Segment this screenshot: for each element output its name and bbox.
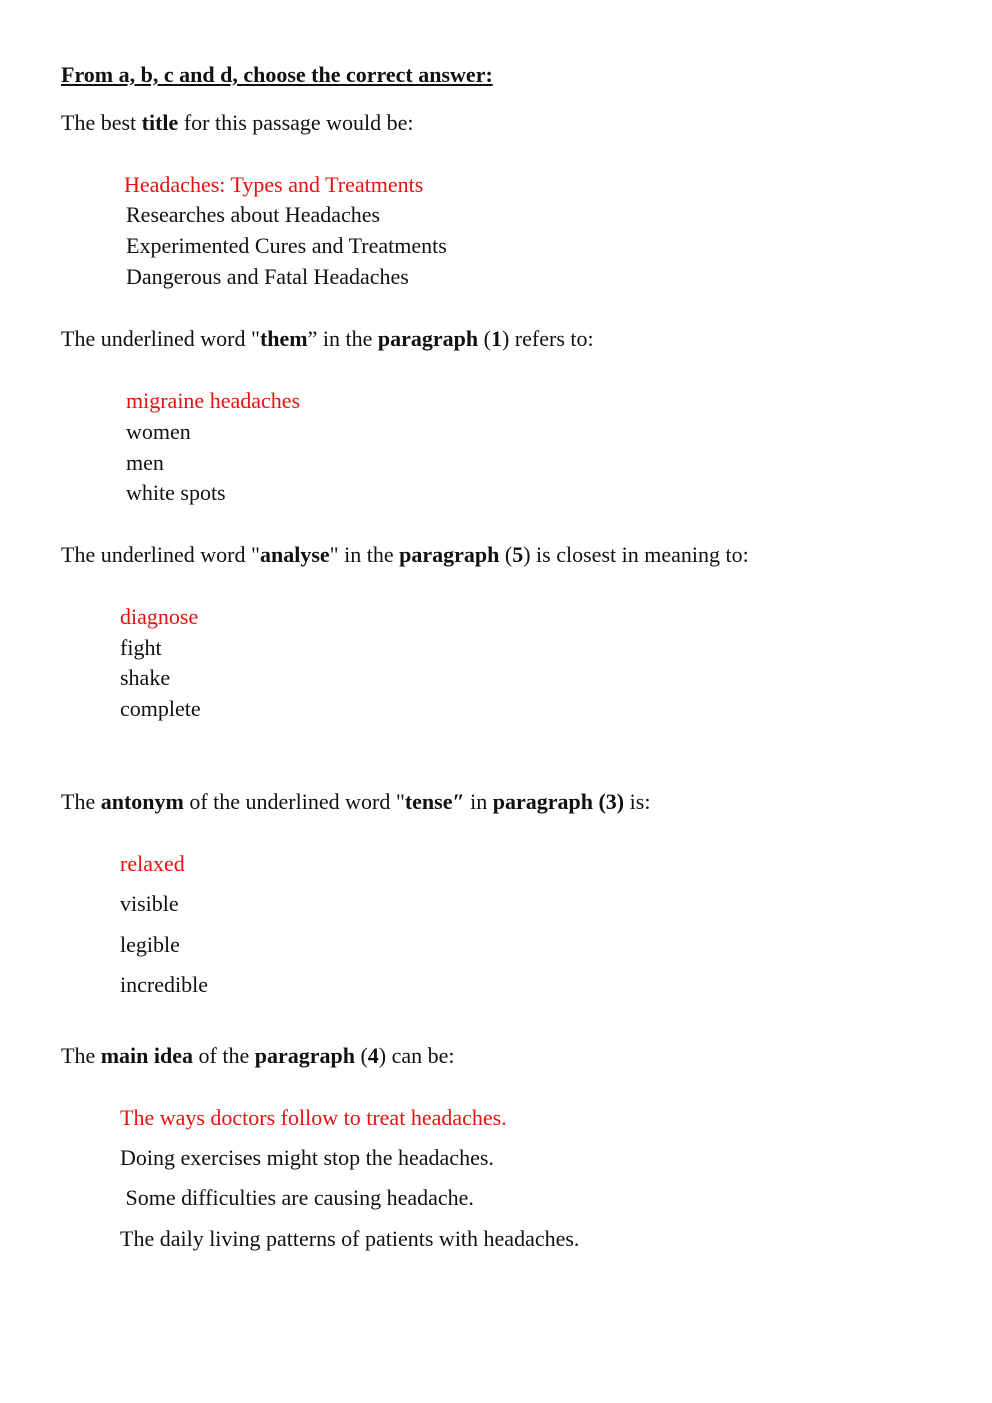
stem-text: ( [499, 542, 513, 567]
answer-option-q2: men [126, 450, 164, 475]
stem-text: " in the [329, 542, 400, 567]
answer-option-q4: legible [120, 932, 180, 957]
stem-keyword: main idea [100, 1043, 193, 1068]
stem-text: The [61, 789, 101, 814]
stem-text: ) is closest in meaning to: [523, 542, 749, 567]
stem-keyword: title [141, 110, 179, 135]
stem-keyword: 5 [512, 542, 524, 567]
stem-text: for this passage would be: [178, 110, 414, 135]
instructions-heading: From a, b, c and d, choose the correct answer: [61, 62, 493, 87]
stem-keyword: paragraph (3) [492, 789, 625, 814]
question-stem-1 [61, 112, 414, 134]
stem-keyword: 4 [367, 1043, 379, 1068]
stem-text: ” in the [307, 326, 378, 351]
answer-option-q4: visible [120, 891, 179, 916]
correct-answer-option-q1: Headaches: Types and Treatments [124, 172, 424, 197]
stem-text: of the underlined word " [183, 789, 405, 814]
stem-text: is: [624, 789, 651, 814]
stem-text: The best [61, 110, 142, 135]
answer-option-q2: white spots [126, 480, 226, 505]
answer-option-q5: Doing exercises might stop the headaches. [120, 1145, 494, 1170]
correct-answer-option-q5: The ways doctors follow to treat headaches. [120, 1105, 507, 1130]
stem-text: ) can be: [378, 1043, 455, 1068]
answer-option-q1: Researches about Headaches [126, 202, 381, 227]
answer-option-q1: Dangerous and Fatal Headaches [126, 264, 409, 289]
stem-text: ( [478, 326, 491, 351]
stem-text: of the [193, 1043, 255, 1068]
answer-option-q5: Some difficulties are causing headache. [120, 1185, 474, 1210]
stem-keyword: analyse [259, 542, 330, 567]
stem-keyword: tense″ [404, 789, 465, 814]
stem-text: The [61, 1043, 101, 1068]
stem-keyword: them [259, 326, 308, 351]
stem-text: The underlined word " [61, 542, 260, 567]
correct-answer-option-q2: migraine headaches [126, 388, 301, 413]
answer-option-q1: Experimented Cures and Treatments [126, 233, 447, 258]
question-stem-5 [61, 1045, 455, 1067]
stem-text: The underlined word " [61, 326, 260, 351]
stem-text: ( [354, 1043, 368, 1068]
stem-keyword: 1 [490, 326, 502, 351]
stem-keyword: paragraph [377, 326, 479, 351]
stem-text: in [464, 789, 493, 814]
question-stem-4 [61, 791, 650, 813]
answer-option-q3: shake [120, 665, 171, 690]
question-stem-3 [61, 544, 749, 566]
answer-option-q4: incredible [120, 972, 208, 997]
answer-option-q5: The daily living patterns of patients with headaches. [120, 1226, 580, 1251]
question-stem-2 [61, 328, 594, 350]
answer-option-q3: complete [120, 696, 201, 721]
stem-keyword: paragraph [399, 542, 500, 567]
answer-option-q3: fight [120, 635, 162, 660]
stem-keyword: antonym [100, 789, 184, 814]
answer-option-q2: women [126, 419, 191, 444]
correct-answer-option-q4: relaxed [120, 851, 185, 876]
correct-answer-option-q3: diagnose [120, 604, 199, 629]
stem-keyword: paragraph [254, 1043, 355, 1068]
stem-text: ) refers to: [501, 326, 594, 351]
